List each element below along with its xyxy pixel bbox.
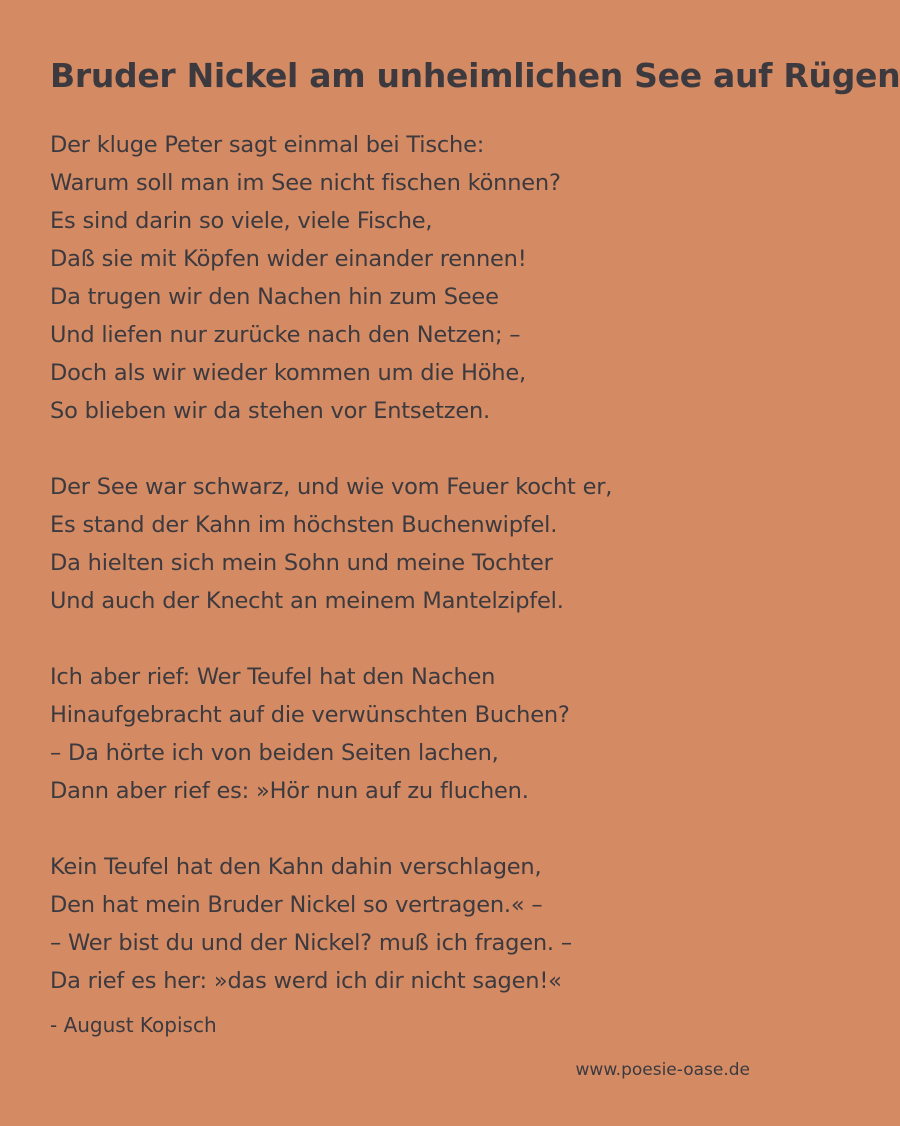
poem-line: Warum soll man im See nicht fischen können?: [50, 170, 561, 196]
stanza: [50, 848, 790, 1000]
website-credit: www.poesie-oase.de: [575, 1060, 750, 1080]
poem-line: Und auch der Knecht an meinem Mantelzipfel.: [50, 588, 564, 614]
stanza: [50, 126, 790, 430]
poem-line: Es stand der Kahn im höchsten Buchenwipfel.: [50, 512, 558, 538]
poem-line: Der See war schwarz, und wie vom Feuer kocht er,: [50, 474, 613, 500]
poem-line: – Wer bist du und der Nickel? muß ich fragen. –: [50, 930, 572, 956]
poem-line: Daß sie mit Köpfen wider einander rennen!: [50, 246, 527, 272]
poem-line: Da trugen wir den Nachen hin zum Seee: [50, 284, 499, 310]
poem-line: Da hielten sich mein Sohn und meine Tochter: [50, 550, 553, 576]
poem-body: [50, 126, 790, 1038]
poem-line: So blieben wir da stehen vor Entsetzen.: [50, 398, 490, 424]
stanza: [50, 658, 790, 810]
poem-line: Hinaufgebracht auf die verwünschten Buchen?: [50, 702, 570, 728]
poem-line: Und liefen nur zurücke nach den Netzen; –: [50, 322, 521, 348]
poem-line: Doch als wir wieder kommen um die Höhe,: [50, 360, 526, 386]
poem-line: Kein Teufel hat den Kahn dahin verschlagen,: [50, 854, 542, 880]
poem-title: Bruder Nickel am unheimlichen See auf Rügen: [50, 56, 900, 95]
poem-line: Da rief es her: »das werd ich dir nicht sagen!«: [50, 968, 562, 994]
poem-line: Dann aber rief es: »Hör nun auf zu fluchen.: [50, 778, 529, 804]
stanza: [50, 468, 790, 620]
poem-author: - August Kopisch: [50, 1013, 217, 1037]
poem-line: – Da hörte ich von beiden Seiten lachen,: [50, 740, 499, 766]
poem-line: Ich aber rief: Wer Teufel hat den Nachen: [50, 664, 496, 690]
poem-line: Es sind darin so viele, viele Fische,: [50, 208, 433, 234]
poem-line: Den hat mein Bruder Nickel so vertragen.« –: [50, 892, 543, 918]
poem-line: Der kluge Peter sagt einmal bei Tische:: [50, 132, 485, 158]
